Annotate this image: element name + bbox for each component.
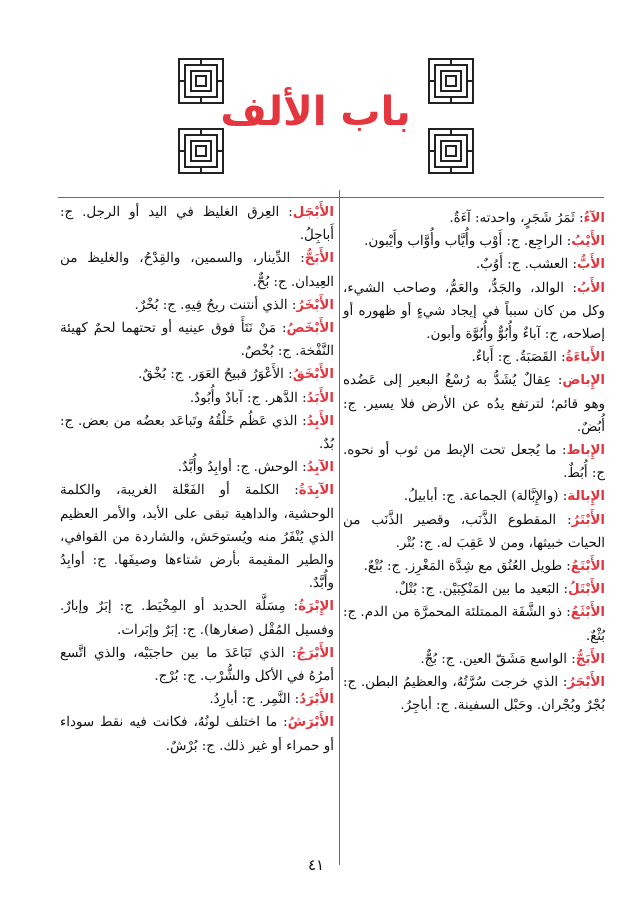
left-column [60,201,334,758]
definition: : ما اختلف لونُهُ، فكانت فيه نقط سوداء أو حمراء أو غير ذلك. ج: بُرْشٌ. [60,715,334,754]
headword: الإِبْرَةُ [298,599,334,615]
headword: الأَبُّ [576,257,605,273]
dictionary-entry [60,642,334,688]
headword: الأَبِدُ [306,413,334,429]
definition: : طويل العُنُق مع شِدَّة المَغْرِز. ج: بُتْعٌ. [363,559,571,575]
definition: : مِسَلَّة الحديد أو المِخْيَط. ج: إبَرٌ وإبارٌ. وفسيل المُقْل (صغارها). ج: إبَرٌ وإبَرات. [60,599,334,638]
dictionary-entry [343,230,605,253]
ornament-icon [428,128,474,174]
dictionary-entry [343,485,605,508]
definition: : الوحش. ج: أوابِدُ وأُبَّدٌ. [177,460,307,476]
headword: الأَبْرَشُ [287,715,334,731]
headword: الأَبَدُ [306,390,334,406]
right-column [343,207,605,717]
definition: : البَعيد ما بين المَنْكِبَيْن. ج: بُتْلٌ. [394,582,568,598]
definition: : الذي تَبَاعَدَ ما بين حاجبَيْه، والذي اتَّسع أمرُهُ في الأكل والشُّرْب. ج: بُرْج. [60,645,334,685]
dictionary-entry [343,555,605,578]
definition: : العِرق الغليظ في اليد أو الرجل. ج: أَباجِلُ. [60,205,334,244]
headword: الآبِدَةُ [298,483,334,499]
dictionary-entry [60,363,334,386]
definition: : ذو الشَّفَة الممتلئة المحمرَّة من الدم. ج: بُثْعٌ. [343,605,605,644]
definition: : الذي خرجت سُرَّتُهُ، والعظيمُ البطن. ج: بُجْرٌ وبُجْران. وحَبْل السفينة. ج: أباجِرُ. [343,675,605,714]
page-number: ٤١ [307,856,325,874]
definition: : القَصَبَةُ. ج: أَباءٌ. [471,350,566,366]
headword: الأَبْتَلُ [567,582,605,598]
headword: الأَبْثَعُ [570,605,605,621]
headword: الأَيْبُ [571,234,605,250]
dictionary-entry [343,601,605,647]
dictionary-entry [60,711,334,757]
definition: : مَنْ نَتَأَ فوق عينيه أو تحتهما لحمٌ كهيئة النَّفْخة. ج: بُخْصٌ. [60,321,334,360]
headword: الأَبَحُّ [304,251,334,267]
dictionary-entry [60,410,334,456]
ornament-icon [428,58,474,104]
dictionary-entry [343,277,605,347]
headword: الإِبالة [567,489,605,505]
definition: : المقطوع الذَّنَب، وقصير الذَّنَب من الحيات خبيثها، ومن لا عَقِبَ له. ج: بُتْر. [343,512,605,551]
dictionary-entry [60,479,334,595]
definition: : النَّمِر. ج: أبارِدُ. [209,692,300,708]
column-divider [339,190,340,865]
definition: : (والإِبَّالة) الجماعة. ج: أبابيلُ. [403,489,568,505]
dictionary-entry [60,595,334,641]
definition: : عِقالٌ يُشَدُّ به رُسْغُ البعير إلى عَضُده وهو قائم؛ لترتفع يدُه عن الأرض فلا يسير. ج: أُبُضٌ. [343,373,605,435]
headword: الأَبْخَصُ [286,321,334,337]
headword: الأَبْجَرُ [567,675,605,691]
dictionary-entry [343,207,605,230]
dictionary-entry [343,648,605,671]
headword: الأَبُ [576,280,605,296]
definition: : العشب. ج: أَوُبٌ. [475,257,577,273]
headword: الإِباض [562,373,605,389]
definition: : الدَّهر. ج: آبادٌ وأُبُودٌ. [189,390,307,406]
definition: : ما يُجعل تحت الإبط من ثوب أو نحوه. ج: أُبُطٌ. [343,443,605,482]
dictionary-entry [60,387,334,410]
headword: الأَبْخَقُ [292,367,334,383]
dictionary-entry [343,509,605,555]
header-rule [58,197,604,198]
headword: الإِباط [566,443,605,459]
headword: الأَباءَةُ [565,350,605,366]
headword: الأَبْجَل [292,205,334,220]
dictionary-entry [60,688,334,711]
headword: الأَبْرَجُ [296,645,334,661]
dictionary-entry [60,201,334,247]
definition: : الأَعْوَرُ قبيحُ العَوَر. ج: بُخْقٌ. [138,367,293,383]
dictionary-entry [343,369,605,439]
definition: : الوالد، والجَدُّ، والعَمُّ، وصاحب الشيء، وكل من كان سبباً في إيجاد شيءٍ أو ظهوره أو إصلاحه، ج: آباءٌ وأُبُوٌّ وأُبُوَّة وأبون. [343,280,605,343]
headword: الآبِدُ [306,460,334,476]
headword: الأَبَجُّ [575,651,605,667]
dictionary-entry [60,317,334,363]
dictionary-entry [60,294,334,317]
dictionary-entry [343,439,605,485]
headword: الأَبْتَرُ [571,512,605,528]
dictionary-entry [343,253,605,276]
dictionary-entry [343,346,605,369]
definition: : الدِّينار، والسمين، والقِدْحُ، والغليظ من العِيدان. ج: بُحٌّ. [60,251,334,290]
headword: الآءُ [583,211,605,226]
dictionary-entry [60,247,334,293]
definition: : ثَمَرُ شَجَرٍ، واحدته: آءَةٌ. [449,211,584,226]
definition: : الذي عَظُم خَلْقُهُ وتَباعَد بعضُه من بعض. ج: بُدٌ. [60,413,334,453]
definition: : الذي أنتنت ريحُ فِيهِ. ج: بُخْرٌ. [134,297,297,313]
headword: الأَبْرَدُ [299,692,334,708]
definition: : الراجِع. ج: أَوْب وأُيَّاب وأُوَّاب وأَيْبون. [364,234,572,250]
definition: : الواسع مَشَقّ العين. ج: بُجٌّ. [420,651,576,667]
definition: : الكلمة أو الفَعْلة الغريبة، والكلمة الوحشية، والداهية تبقى على الأبد، والأمر العظيم الذي يُنْفَرُ منه ويُستوحَش، والشاردة من القوافي، والطير المقيمة بأرض شتاءها وصيفَها. ج: أوابِدُ وأُبَّدٌ. [60,483,334,592]
dictionary-entry [343,578,605,601]
dictionary-entry [343,671,605,717]
headword: الأَبْخَرُ [296,297,334,313]
dictionary-entry [60,456,334,479]
headword: الأَبْتَعُ [570,559,605,575]
chapter-title: باب الألف [220,89,411,135]
